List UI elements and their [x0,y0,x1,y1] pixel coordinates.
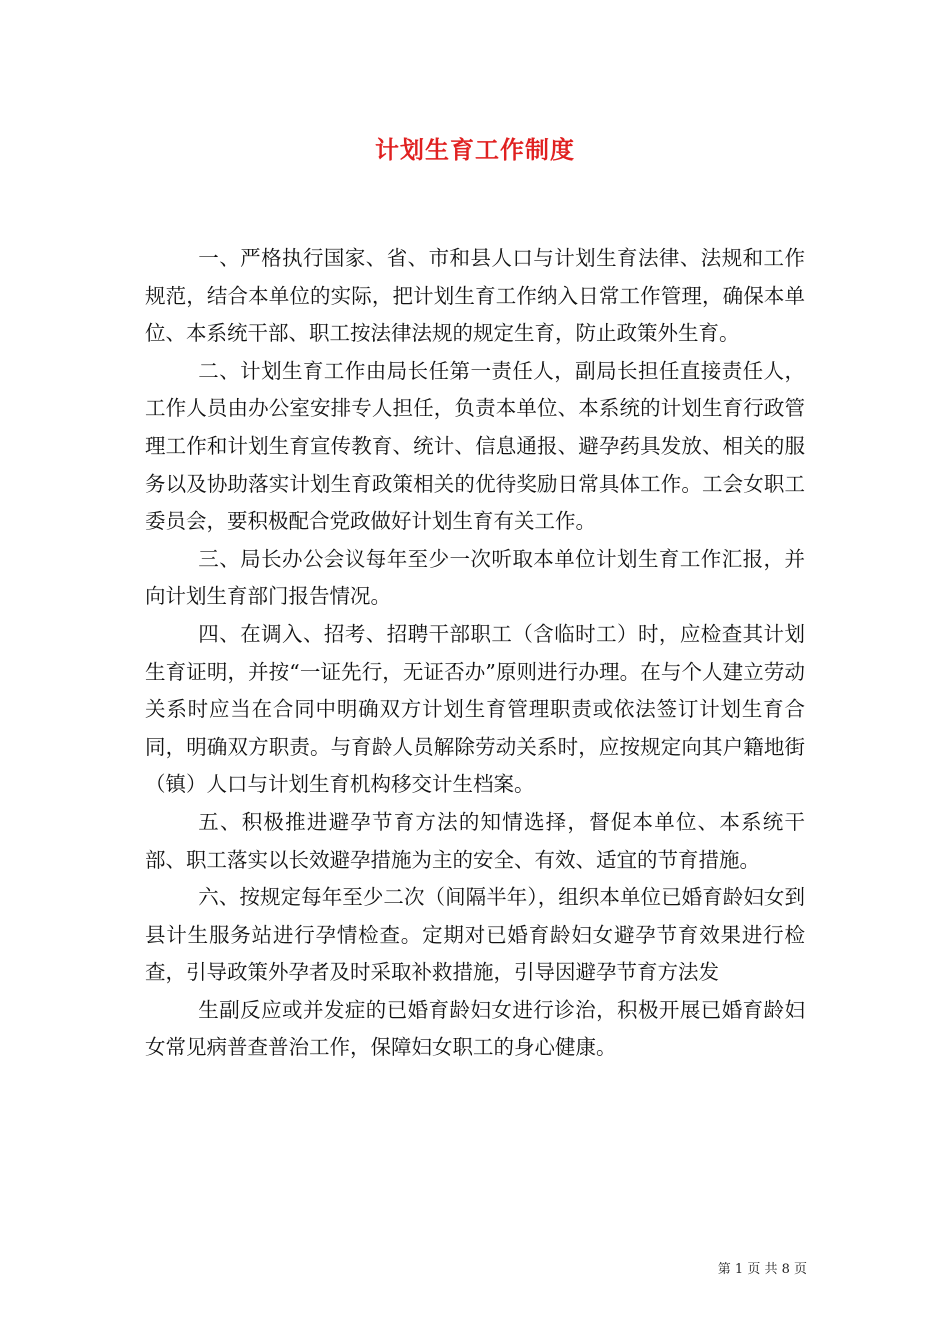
paragraph-4: 四、在调入、招考、招聘干部职工（含临时工）时，应检查其计划生育证明，并按“一证先行，无证否办”原则进行办理。在与个人建立劳动关系时应当在合同中明确双方计划生育管理职责或依法签订计划生育合同，明确双方职责。与育龄人员解除劳动关系时，应按规定向其户籍地街（镇）人口与计划生育机构移交计生档案。 [145,621,805,797]
paragraph-2: 二、计划生育工作由局长任第一责任人，副局长担任直接责任人，工作人员由办公室安排专人担任，负责本单位、本系统的计划生育行政管理工作和计划生育宣传教育、统计、信息通报、避孕药具发放、相关的服务以及协助落实计划生育政策相关的优待奖励日常具体工作。工会女职工委员会，要积极配合党政做好计划生育有关工作。 [145,358,805,534]
document-body [145,240,805,1067]
paragraph-5: 五、积极推进避孕节育方法的知情选择，督促本单位、本系统干部、职工落实以长效避孕措施为主的安全、有效、适宜的节育措施。 [145,809,805,872]
paragraph-6: 六、按规定每年至少二次（间隔半年），组织本单位已婚育龄妇女到县计生服务站进行孕情检查。定期对已婚育龄妇女避孕节育效果进行检查，引导政策外孕者及时采取补救措施，引导因避孕节育方法发 [145,885,805,985]
paragraph-3: 三、局长办公会议每年至少一次听取本单位计划生育工作汇报，并向计划生育部门报告情况。 [145,546,805,609]
document-title: 计划生育工作制度 [375,135,575,164]
paragraph-7: 生副反应或并发症的已婚育龄妇女进行诊治，积极开展已婚育龄妇女常见病普查普治工作，保障妇女职工的身心健康。 [145,997,805,1060]
page-number: 第 1 页 共 8 页 [717,1262,807,1277]
paragraph-1: 一、严格执行国家、省、市和县人口与计划生育法律、法规和工作规范，结合本单位的实际，把计划生育工作纳入日常工作管理，确保本单位、本系统干部、职工按法律法规的规定生育，防止政策外生育。 [145,246,805,346]
